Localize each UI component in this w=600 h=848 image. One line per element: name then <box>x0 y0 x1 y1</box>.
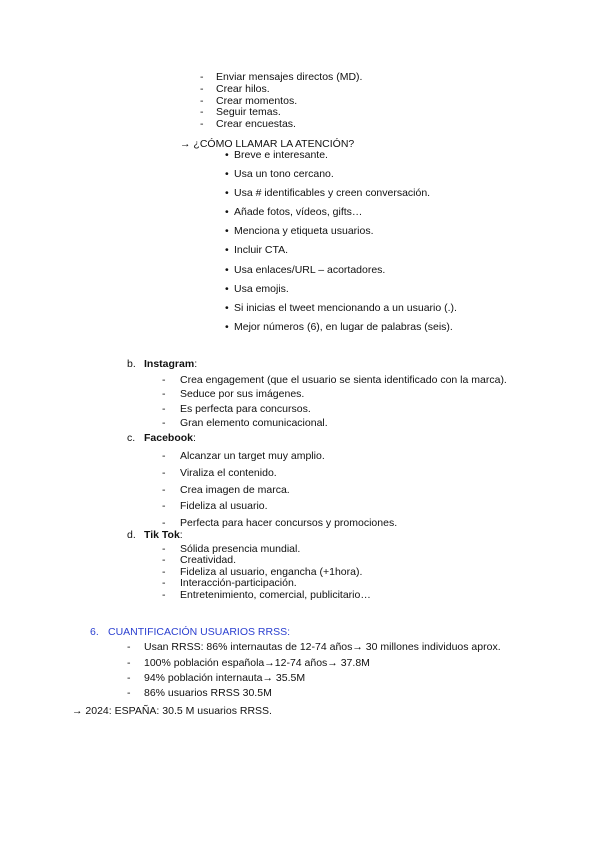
list-dash: - <box>162 543 166 555</box>
list-letter: d. <box>127 529 136 541</box>
list-dash: - <box>162 566 166 578</box>
list-item: Crear encuestas. <box>216 118 296 130</box>
list-dash: - <box>200 118 204 130</box>
list-item: Seguir temas. <box>216 106 281 118</box>
list-item: Crear hilos. <box>216 83 270 95</box>
attention-heading: → ¿CÓMO LLAMAR LA ATENCIÓN? <box>180 138 355 150</box>
bullet-icon: • <box>225 283 229 295</box>
network-heading-instagram <box>144 358 197 371</box>
bullet-icon: • <box>225 149 229 161</box>
list-item: Añade fotos, vídeos, gifts… <box>234 206 363 218</box>
footer-note: → 2024: ESPAÑA: 30.5 M usuarios RRSS. <box>72 705 272 717</box>
list-item: Crea imagen de marca. <box>180 484 290 496</box>
network-name: Facebook <box>144 432 194 444</box>
bullet-icon: • <box>225 187 229 199</box>
list-dash: - <box>127 641 131 653</box>
section-number: 6. <box>90 626 99 638</box>
list-dash: - <box>127 687 131 699</box>
list-dash: - <box>200 83 204 95</box>
list-item: Breve e interesante. <box>234 149 328 161</box>
list-letter: b. <box>127 358 136 370</box>
network-heading-facebook <box>144 432 196 445</box>
list-dash: - <box>127 657 131 669</box>
list-dash: - <box>200 71 204 83</box>
list-item: Entretenimiento, comercial, publicitario… <box>180 589 371 601</box>
list-item: Usa un tono cercano. <box>234 168 334 180</box>
list-dash: - <box>162 554 166 566</box>
list-item: Mejor números (6), en lugar de palabras (seis). <box>234 321 453 333</box>
list-dash: - <box>162 500 166 512</box>
list-item: Usa emojis. <box>234 283 289 295</box>
heading-colon: : <box>193 432 196 444</box>
list-item: Menciona y etiqueta usuarios. <box>234 225 374 237</box>
list-item: Seduce por sus imágenes. <box>180 388 305 400</box>
list-dash: - <box>162 450 166 462</box>
list-item: Creatividad. <box>180 554 237 566</box>
bullet-icon: • <box>225 302 229 314</box>
bullet-icon: • <box>225 321 229 333</box>
list-dash: - <box>162 484 166 496</box>
list-dash: - <box>162 517 166 529</box>
list-dash: - <box>162 388 166 400</box>
network-heading-tiktok <box>144 529 183 542</box>
list-dash: - <box>162 403 166 415</box>
list-dash: - <box>162 467 166 479</box>
list-item: 86% usuarios RRSS 30.5M <box>144 687 272 699</box>
list-item: Enviar mensajes directos (MD). <box>216 71 363 83</box>
network-name: Tik Tok <box>144 529 180 541</box>
bullet-icon: • <box>225 206 229 218</box>
list-dash: - <box>127 672 131 684</box>
list-item: Gran elemento comunicacional. <box>180 417 328 429</box>
list-item: 94% población internauta→ 35.5M <box>144 672 306 684</box>
list-item: Fideliza al usuario. <box>180 500 268 512</box>
list-item: Fideliza al usuario, engancha (+1hora). <box>180 566 363 578</box>
bullet-icon: • <box>225 264 229 276</box>
list-dash: - <box>162 374 166 386</box>
list-item: Viraliza el contenido. <box>180 467 277 479</box>
heading-colon: : <box>194 358 198 370</box>
list-item: Usan RRSS: 86% internautas de 12-74 años→ 30 millones individuos aprox. <box>144 641 501 653</box>
list-item: Alcanzar un target muy amplio. <box>180 450 325 462</box>
list-item: Crear momentos. <box>216 95 298 107</box>
list-item: Perfecta para hacer concursos y promociones. <box>180 517 398 529</box>
network-name: Instagram <box>144 358 195 370</box>
list-dash: - <box>162 577 166 589</box>
list-item: Sólida presencia mundial. <box>180 543 301 555</box>
bullet-icon: • <box>225 168 229 180</box>
list-letter: c. <box>127 432 136 444</box>
list-item: Si inicias el tweet mencionando a un usuario (.). <box>234 302 457 314</box>
list-dash: - <box>200 106 204 118</box>
section-title: CUANTIFICACIÓN USUARIOS RRSS: <box>108 626 291 638</box>
list-item: Crea engagement (que el usuario se sienta identificado con la marca). <box>180 374 507 386</box>
list-dash: - <box>162 417 166 429</box>
list-item: Usa enlaces/URL – acortadores. <box>234 264 386 276</box>
list-item: 100% población española→12-74 años→ 37.8M <box>144 657 370 669</box>
bullet-icon: • <box>225 244 229 256</box>
list-item: Es perfecta para concursos. <box>180 403 311 415</box>
bullet-icon: • <box>225 225 229 237</box>
list-dash: - <box>162 589 166 601</box>
list-item: Incluir CTA. <box>234 244 289 256</box>
heading-colon: : <box>179 529 183 541</box>
list-item: Usa # identificables y creen conversación. <box>234 187 431 199</box>
list-dash: - <box>200 95 204 107</box>
list-item: Interacción-participación. <box>180 577 297 589</box>
